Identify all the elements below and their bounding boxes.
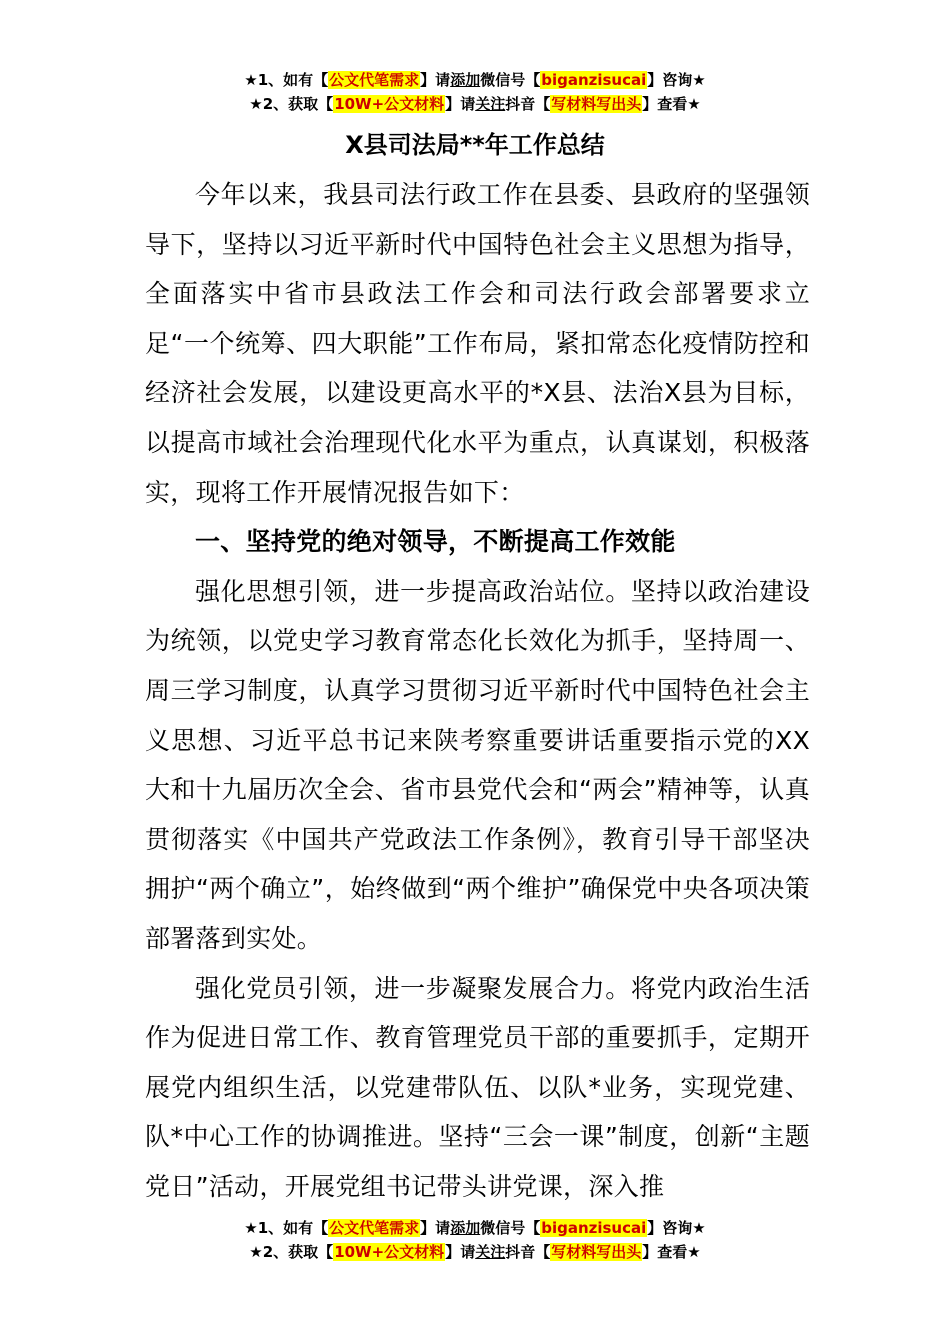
promo-underline: 关注 [475, 1243, 506, 1261]
promo-text: 】请 [420, 1219, 451, 1237]
promo-text: 】查看★ [642, 95, 701, 113]
promo-highlight: 写材料写出头 [551, 1243, 642, 1261]
promo-underline: 添加 [450, 1219, 481, 1237]
promo-text: 】请 [445, 95, 476, 113]
promo-highlight: 写材料写出头 [551, 95, 642, 113]
footer-promo-banner [0, 1216, 950, 1264]
promo-text: ★1、如有【 [244, 71, 329, 89]
body-paragraph: 强化党员引领，进一步凝聚发展合力。将党内政治生活作为促进日常工作、教育管理党员干部的重要抓手，定期开展党内组织生活，以党建带队伍、以队*业务，实现党建、队*中心工作的协调推进。坚持“三会一课”制度，创新“主题党日”活动，开展党组书记带头讲党课，深入推 [145, 973, 810, 1201]
promo-line-1 [0, 68, 950, 92]
section-heading: 一、坚持党的绝对领导，不断提高工作效能 [195, 527, 676, 557]
header-promo-banner [0, 68, 950, 116]
promo-line-2 [0, 92, 950, 116]
body-paragraph: 强化思想引领，进一步提高政治站位。坚持以政治建设为统领，以党史学习教育常态化长效化为抓手，坚持周一、周三学习制度，认真学习贯彻习近平新时代中国特色社会主义思想、习近平总书记来陕考察重要讲话重要指示党的XX大和十九届历次全会、省市县党代会和“两会”精神等，认真贯彻落实《中国共产党政法工作条例》，教育引导干部坚决拥护“两个确立”，始终做到“两个维护”确保党中央各项决策部署落到实处。 [145, 576, 810, 953]
document-title: X县司法局**年工作总结 [345, 131, 605, 159]
promo-line-2 [0, 1240, 950, 1264]
promo-highlight: biganzisucai [541, 1219, 647, 1237]
promo-text: 】请 [445, 1243, 476, 1261]
intro-paragraph: 今年以来，我县司法行政工作在县委、县政府的坚强领导下，坚持以习近平新时代中国特色社会主义思想为指导，全面落实中省市县政法工作会和司法行政会部署要求立足“一个统筹、四大职能”工作布局，紧扣常态化疫情防控和经济社会发展，以建设更高水平的*X县、法治X县为目标，以提高市域社会治理现代化水平为重点，认真谋划，积极落实，现将工作开展情况报告如下： [145, 180, 810, 507]
promo-highlight: biganzisucai [541, 71, 647, 89]
promo-highlight: 10W+公文材料 [334, 1243, 445, 1261]
promo-line-1 [0, 1216, 950, 1240]
promo-text: 抖音【 [505, 95, 551, 113]
document-body [145, 170, 810, 1211]
promo-text: 微信号【 [480, 71, 541, 89]
promo-underline: 添加 [450, 71, 481, 89]
promo-highlight: 公文代笔需求 [329, 1219, 420, 1237]
promo-text: 】查看★ [642, 1243, 701, 1261]
promo-text: ★1、如有【 [244, 1219, 329, 1237]
promo-text: 微信号【 [480, 1219, 541, 1237]
promo-highlight: 10W+公文材料 [334, 95, 445, 113]
promo-highlight: 公文代笔需求 [329, 71, 420, 89]
promo-text: 】请 [420, 71, 451, 89]
promo-text: 】咨询★ [647, 71, 706, 89]
promo-underline: 关注 [475, 95, 506, 113]
promo-text: ★2、获取【 [249, 95, 334, 113]
promo-text: ★2、获取【 [249, 1243, 334, 1261]
promo-text: 抖音【 [505, 1243, 551, 1261]
promo-text: 】咨询★ [647, 1219, 706, 1237]
